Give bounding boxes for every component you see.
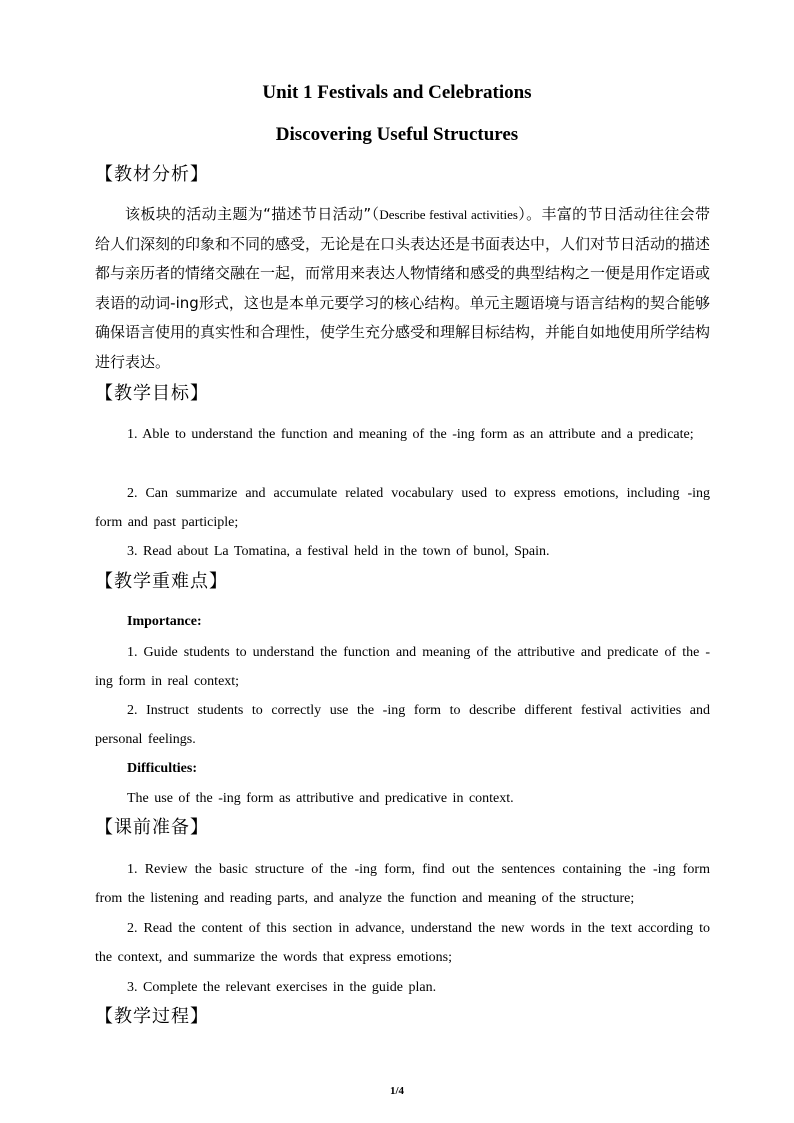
difficulties-label: Difficulties: xyxy=(127,761,197,776)
objective-item: 3. Read about La Tomatina, a festival held in the town of bunol, Spain. xyxy=(127,544,550,559)
document-subtitle: Discovering Useful Structures xyxy=(275,124,519,145)
section-heading-analysis: 【教材分析】 xyxy=(95,164,209,185)
importance-item: 2. Instruct students to correctly use the -ing form to describe different festival activities and personal feelings. xyxy=(95,703,710,747)
preparation-item: 1. Review the basic structure of the -ing form, find out the sentences containing the -ing form from the listening and reading parts, and analyze the function and meaning of the structure; xyxy=(95,862,710,906)
objective-item: 1. Able to understand the function and meaning of the -ing form as an attribute and a predicate; xyxy=(127,427,694,442)
section-heading-preparation: 【课前准备】 xyxy=(95,817,209,838)
document-title: Unit 1 Festivals and Celebrations xyxy=(262,82,532,103)
section-heading-objectives: 【教学目标】 xyxy=(95,383,209,404)
analysis-text-pre: 该板块的活动主题为“描述节日活动”（ xyxy=(125,205,380,223)
analysis-text-en: Describe festival activities xyxy=(379,207,518,222)
analysis-text-post: ）。丰富的节日活动往往会带给人们深刻的印象和不同的感受，无论是在口头表达还是书面表达中，人们对节日活动的描述都与亲历者的情绪交融在一起，而常用来表达人物情绪和感受的典型结构之一便是用作定语或表语的动词-ing形式，这也是本单元要学习的核心结构。单元主题语境与语言结构的契合能够确保语言使用的真实性和合理性，使学生充分感受和理解目标结构，并能自如地使用所学结构进行表达。 xyxy=(95,205,711,371)
analysis-paragraph xyxy=(95,200,710,378)
importance-label: Importance: xyxy=(127,614,202,629)
objective-item: 2. Can summarize and accumulate related vocabulary used to express emotions, including -ing form and past participle; xyxy=(95,486,710,530)
preparation-item: 3. Complete the relevant exercises in the guide plan. xyxy=(127,980,437,995)
importance-item: 1. Guide students to understand the function and meaning of the attributive and predicate of the -ing form in real context; xyxy=(95,645,710,689)
difficulties-text: The use of the -ing form as attributive and predicative in context. xyxy=(127,791,514,806)
page-number: 1/4 xyxy=(389,1085,405,1097)
section-heading-key-points: 【教学重难点】 xyxy=(95,571,228,592)
preparation-item: 2. Read the content of this section in advance, understand the new words in the text according to the context, and summarize the words that express emotions; xyxy=(95,921,710,965)
section-heading-process: 【教学过程】 xyxy=(95,1006,209,1027)
